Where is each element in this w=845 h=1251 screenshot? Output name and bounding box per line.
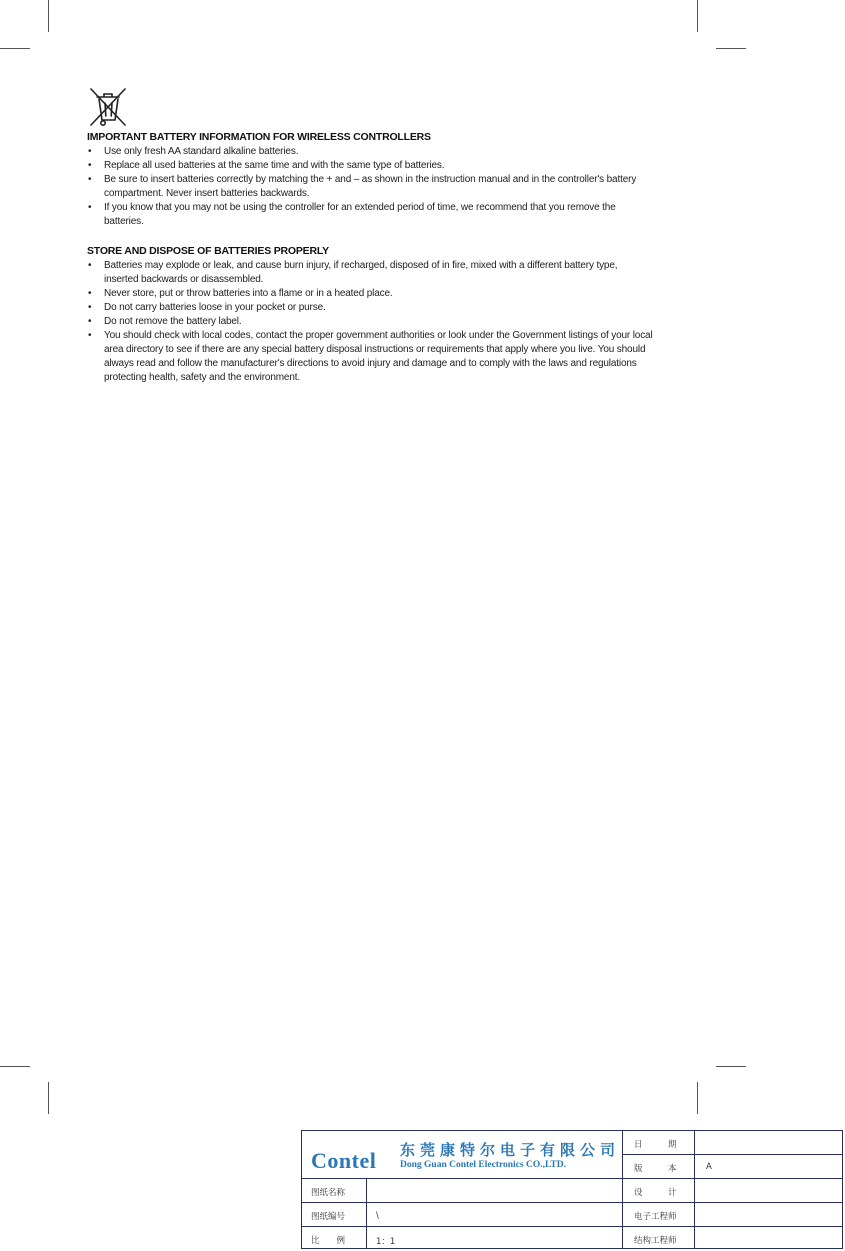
- date-label: 日 期: [634, 1140, 677, 1150]
- list-item: • Be sure to insert batteries correctly by matching the + and – as shown in the instruction manual and in the controller's battery compartment. Never insert batteries backwards.: [87, 173, 649, 201]
- crop-mark-bottom-left: [48, 1082, 49, 1114]
- list-item: • You should check with local codes, contact the proper government authorities or look under the Government listings of your local area directory to see if there are any special battery disposal instructions or requirements that apply where you live. You should always read and follow the manufacturer's directions to avoid injury and damage and to comply with the laws and regulations protecting health, safety and the environment.: [87, 329, 670, 385]
- drawing-number-value: \: [376, 1211, 379, 1221]
- electronic-engineer-label: 电子工程师: [634, 1212, 677, 1222]
- version-label: 版 本: [634, 1164, 677, 1174]
- battery-info-section: [87, 131, 667, 229]
- structural-engineer-label: 结构工程师: [634, 1236, 677, 1246]
- crop-mark-top-right: [697, 0, 698, 32]
- version-value: A: [706, 1162, 712, 1172]
- crop-mark-right-upper: [716, 48, 746, 49]
- list-item: • If you know that you may not be using the controller for an extended period of time, we recommend that you remove the batteries.: [87, 201, 644, 229]
- battery-info-heading: IMPORTANT BATTERY INFORMATION FOR WIRELESS CONTROLLERS: [87, 131, 431, 143]
- list-item: • Batteries may explode or leak, and cause burn injury, if recharged, disposed of in fire, mixed with a different battery type, inserted backwards or disassembled.: [87, 259, 649, 287]
- dispose-info-section: [87, 245, 667, 385]
- battery-info-list: [87, 145, 667, 229]
- crop-mark-top-left: [48, 0, 49, 32]
- list-item: • Never store, put or throw batteries into a flame or in a heated place.: [87, 287, 667, 301]
- list-item: • Do not remove the battery label.: [87, 315, 667, 329]
- crop-mark-left-upper: [0, 48, 30, 49]
- brand-logo-text: Contel: [311, 1148, 377, 1173]
- list-item: • Use only fresh AA standard alkaline batteries.: [87, 145, 667, 159]
- crop-mark-left-lower: [0, 1066, 30, 1067]
- crop-mark-bottom-right: [697, 1082, 698, 1114]
- dispose-info-heading: STORE AND DISPOSE OF BATTERIES PROPERLY: [87, 245, 329, 257]
- company-name-en: Dong Guan Contel Electronics CO.,LTD.: [400, 1160, 567, 1170]
- scale-value: 1：1: [376, 1237, 396, 1247]
- scale-label: 比 例: [311, 1236, 346, 1246]
- drawing-number-label: 图纸编号: [311, 1212, 346, 1222]
- crossed-out-wheelie-bin-icon: [88, 86, 128, 128]
- crop-mark-right-lower: [716, 1066, 746, 1067]
- drawing-title-block: [301, 1130, 843, 1249]
- dispose-info-list: [87, 259, 667, 385]
- design-label: 设 计: [634, 1188, 677, 1198]
- list-item: • Do not carry batteries loose in your pocket or purse.: [87, 301, 667, 315]
- list-item: • Replace all used batteries at the same time and with the same type of batteries.: [87, 159, 667, 173]
- company-name-cn: 东莞康特尔电子有限公司: [400, 1141, 621, 1159]
- drawing-name-label: 图纸名称: [311, 1188, 346, 1198]
